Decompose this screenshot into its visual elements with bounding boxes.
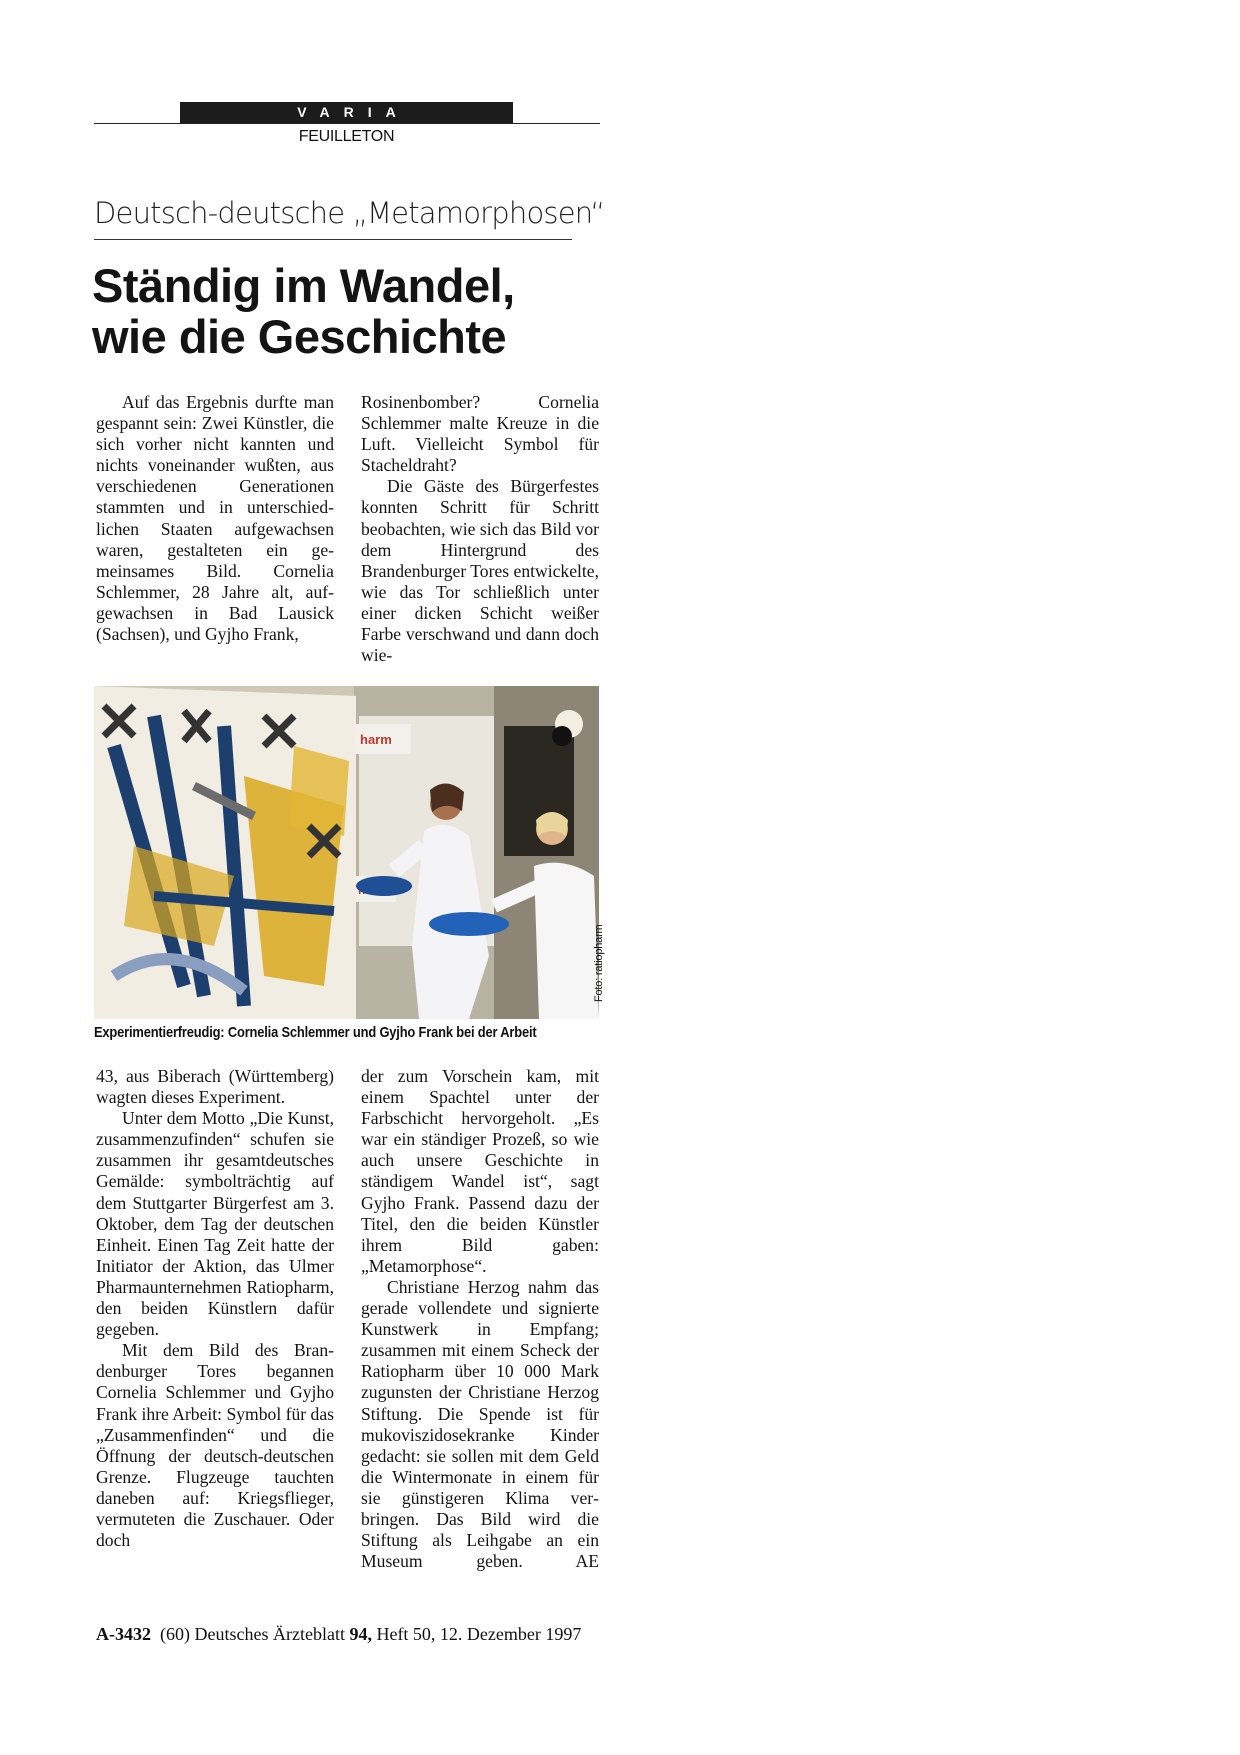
body-column-4 (361, 1066, 599, 1572)
page-number: (60) (160, 1624, 190, 1644)
body-column-3 (96, 1066, 334, 1551)
paragraph: Christiane Herzog nahm das gerade vollendete und signierte Kunstwerk in Empfang; zusammen mit einem Scheck der Ratiopharm über 10 000 Mark zugunsten der Christiane Herzog Stiftung. Die Spende ist für mukoviszidosekranke Kinder gedacht: sie sollen mit dem Geld die Wintermonate in einem für sie günstigeren Klima verbringen. Das Bild wird die Stiftung als Leihgabe an ein Museum geben. AE (361, 1276, 599, 1572)
photo-caption: Experimentierfreudig: Cornelia Schlemmer und Gyjho Frank bei der Arbeit (94, 1024, 537, 1041)
paragraph: Unter dem Motto „Die Kunst, zusammenzufinden“ schufen sie zusammen ihr gesamtdeutsches Gemälde: symbolträchtig auf dem Stuttgarter Bürgerfest am 3. Oktober, dem Tag der deutschen Einheit. Einen Tag Zeit hatte der Initiator der Aktion, das Ulmer Pharmaunternehmen Ratiopharm, den beiden Künstlern dafür gegeben. (96, 1108, 334, 1340)
paragraph: Auf das Ergebnis durfte man gespannt sein: Zwei Künstler, die sich vorher nicht kannten und nichts voneinander wußten, aus verschiedenen Generationen stammten und in unterschiedlichen Staaten aufgewachsen waren, gestalteten ein gemeinsames Bild. Cornelia Schlemmer, 28 Jahre alt, aufgewachsen in Bad Lausick (Sachsen), und Gyjho Frank, (96, 392, 334, 645)
headline-line-2: wie die Geschichte (92, 310, 507, 363)
journal-name: Deutsches Ärzteblatt (194, 1624, 345, 1644)
page-code: A-3432 (96, 1624, 151, 1644)
article-headline (92, 260, 652, 362)
body-column-2 (361, 392, 599, 666)
sign-text: harm (360, 732, 392, 747)
photo-credit: Foto: ratiopharm (593, 924, 605, 1002)
paragraph: 43, aus Biberach (Württemberg) wagten dieses Experiment. (96, 1066, 334, 1108)
article-kicker: Deutsch-deutsche „Metamorphosen“ (94, 196, 605, 230)
subsection-label: FEUILLETON (298, 128, 395, 145)
article-photo (94, 686, 599, 1019)
journal-volume: 94, (349, 1624, 372, 1644)
headline-line-1: Ständig im Wandel, (92, 259, 515, 312)
paragraph: Mit dem Bild des Brandenburger Tores begannen Cornelia Schlemmer und Gyjho Frank ihre Arbeit: Symbol für das „Zusammenfinden“ und die Öffnung der deutsch-deutschen Grenze. Flugzeuge tauchten daneben auf: Kriegsflieger, vermuteten die Zuschauer. Oder doch (96, 1340, 334, 1551)
header-rule (94, 123, 600, 124)
page-footer (96, 1624, 581, 1645)
section-label: VARIA (180, 102, 513, 123)
journal-issue: Heft 50, 12. Dezember 1997 (376, 1624, 582, 1644)
paragraph: der zum Vorschein kam, mit einem Spachtel unter der Farbschicht hervorgeholt. „Es war ein ständiger Prozeß, so wie auch unsere Geschichte in ständigem Wandel ist“, sagt Gyjho Frank. Passend dazu der Titel, den die beiden Künstler ihrem Bild gaben: „Metamorphose“. (361, 1066, 599, 1276)
kicker-underline (94, 239, 572, 240)
body-column-1 (96, 392, 334, 645)
paragraph: Die Gäste des Bürgerfestes konnten Schritt für Schritt beobachten, wie sich das Bild vor dem Hintergrund des Brandenburger Tores entwickelte, wie das Tor schließlich unter einer dicken Schicht weißer Farbe verschwand und dann doch wie- (361, 476, 599, 666)
paragraph: Rosinenbomber? Cornelia Schlemmer malte Kreuze in die Luft. Vielleicht Symbol für Stacheldraht? (361, 392, 599, 476)
